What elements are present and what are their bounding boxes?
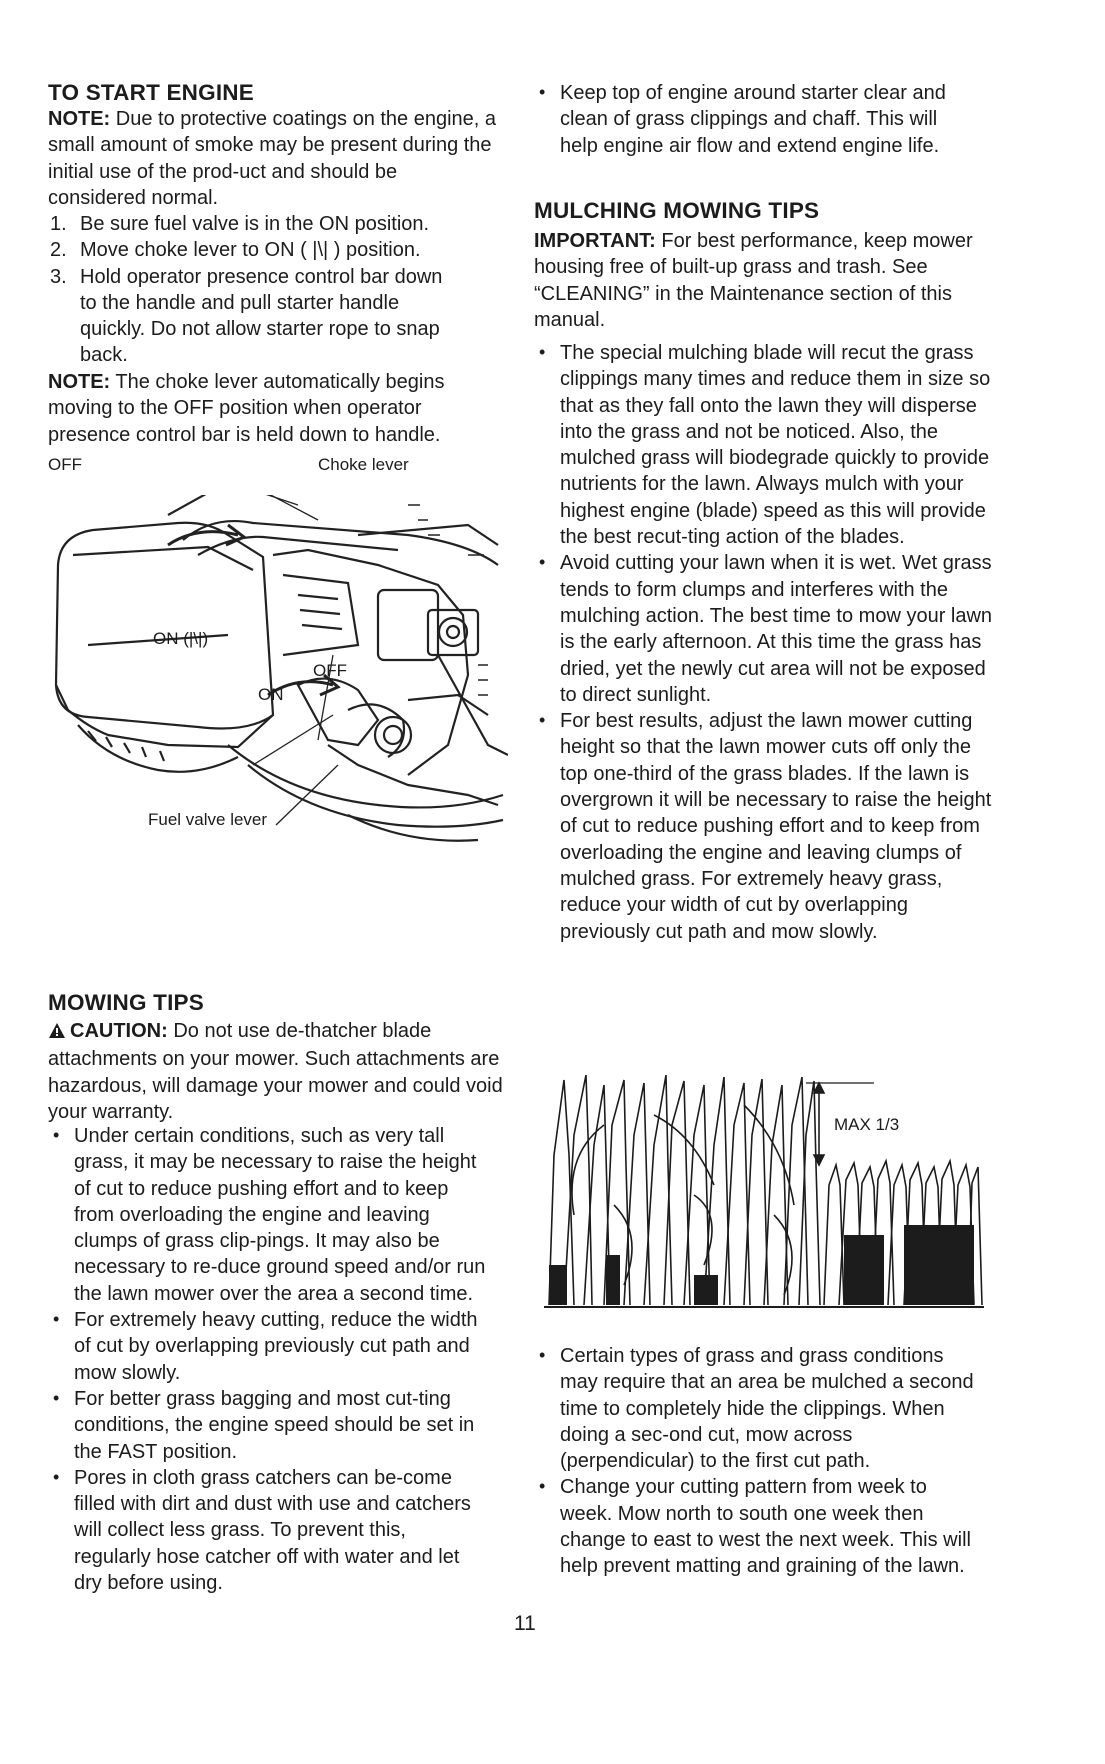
label-off-valve: OFF	[313, 661, 347, 680]
start-engine-heading: TO START ENGINE	[48, 80, 254, 105]
note-label: NOTE:	[48, 108, 111, 130]
grass-height-illustration	[544, 1075, 984, 1310]
mowing-caution	[48, 1018, 508, 1125]
caution-text: Do not use de-thatcher blade attachments on your mower. Such attachments are hazardous, will damage your mower and could void your warranty.	[48, 1020, 503, 1123]
start-engine-steps	[48, 211, 518, 369]
grass-drawing	[544, 1075, 984, 1310]
list-item: • Under certain conditions, such as very tall grass, it may be necessary to raise the height of cut to reduce pushing effort and to keep from overloading the engine and leaving clumps of grass clip-pings. It may also be necessary to re-duce ground speed and/or run the lawn mower over the area a second time.	[48, 1123, 488, 1307]
mulching-tips-heading: MULCHING MOWING TIPS	[534, 198, 820, 223]
important-label: IMPORTANT:	[534, 230, 656, 252]
warning-icon	[48, 1020, 66, 1046]
list-item: • For best results, adjust the lawn mower cutting height so that the lawn mower cuts off only the top one-third of the grass blades. If the lawn is overgrown it will be necessary to raise the height of cut to reduce pushing effort and to keep from overloading the engine and leaving clumps of mulched grass. For extremely heavy grass, reduce your width of cut by overlapping previously cut path and mow slowly.	[534, 708, 994, 945]
mowing-tips-list	[48, 1123, 488, 1596]
label-fuel-valve-lever: Fuel valve lever	[148, 810, 268, 829]
start-engine-note	[48, 106, 498, 211]
page-number: 11	[514, 1612, 536, 1635]
note-text: The choke lever automatically begins moving to the OFF position when operator presence control bar is held down to handle.	[48, 371, 445, 446]
choke-note	[48, 369, 503, 448]
step-3: 3. Hold operator presence control bar down to the handle and pull starter handle quickly. Do not allow starter rope to snap back.	[50, 265, 443, 367]
label-on-valve: ON	[258, 685, 284, 704]
label-choke-lever: Choke lever	[318, 455, 409, 474]
mulching-tips-list-2	[534, 1343, 974, 1580]
list-item: • For better grass bagging and most cut-ting conditions, the engine speed should be set in the FAST position.	[48, 1386, 488, 1465]
engine-drawing	[48, 495, 508, 935]
list-item: • Avoid cutting your lawn when it is wet. Wet grass tends to form clumps and interferes with the mulching action. The best time to mow your lawn is the early afternoon. At this time the grass has dried, yet the newly cut area will not be exposed to direct sunlight.	[534, 550, 994, 708]
step-2: 2. Move choke lever to ON ( |\| ) position.	[50, 239, 421, 262]
label-max-third: MAX 1/3	[834, 1115, 900, 1134]
mulching-important	[534, 228, 974, 333]
list-item: • For extremely heavy cutting, reduce the width of cut by overlapping previously cut path and mow slowly.	[48, 1307, 488, 1386]
list-item: • Certain types of grass and grass conditions may require that an area be mulched a second time to completely hide the clippings. When doing a sec-ond cut, mow across (perpendicular) to the first cut path.	[534, 1343, 974, 1474]
note-label: NOTE:	[48, 371, 111, 393]
list-item: • Change your cutting pattern from week to week. Mow north to south one week then change to east to west the next week. This will help prevent matting and graining of the lawn.	[534, 1474, 974, 1579]
mowing-tips-heading: MOWING TIPS	[48, 990, 204, 1015]
important-text: For best performance, keep mower housing free of built-up grass and trash. See “CLEANING” in the Maintenance section of this manual.	[534, 230, 973, 331]
list-item: • Keep top of engine around starter clear and clean of grass clippings and chaff. This will help engine air flow and extend engine life.	[534, 80, 979, 159]
engine-clean-list	[534, 80, 979, 159]
label-off-choke: OFF	[48, 455, 82, 474]
note-text: Due to protective coatings on the engine, a small amount of smoke may be present during the initial use of the prod-uct and should be considered normal.	[48, 108, 497, 209]
list-item: • Pores in cloth grass catchers can be-come filled with dirt and dust with use and catchers will collect less grass. To prevent this, regularly hose catcher off with water and let dry before using.	[48, 1465, 488, 1596]
label-on-choke: ON (|\|)	[153, 629, 209, 648]
list-item: • The special mulching blade will recut the grass clippings many times and reduce them in size so that as they fall onto the lawn they will disperse into the grass and not be noticed. Also, the mulched grass will biodegrade quickly to provide nutrients for the lawn. Always mulch with your highest engine (blade) speed as this will provide the best recut-ting action of the blades.	[534, 340, 994, 550]
caution-label: CAUTION:	[70, 1020, 168, 1042]
mulching-tips-list	[534, 340, 994, 945]
engine-choke-illustration	[48, 455, 508, 935]
step-1: 1. Be sure fuel valve is in the ON position.	[50, 213, 430, 235]
